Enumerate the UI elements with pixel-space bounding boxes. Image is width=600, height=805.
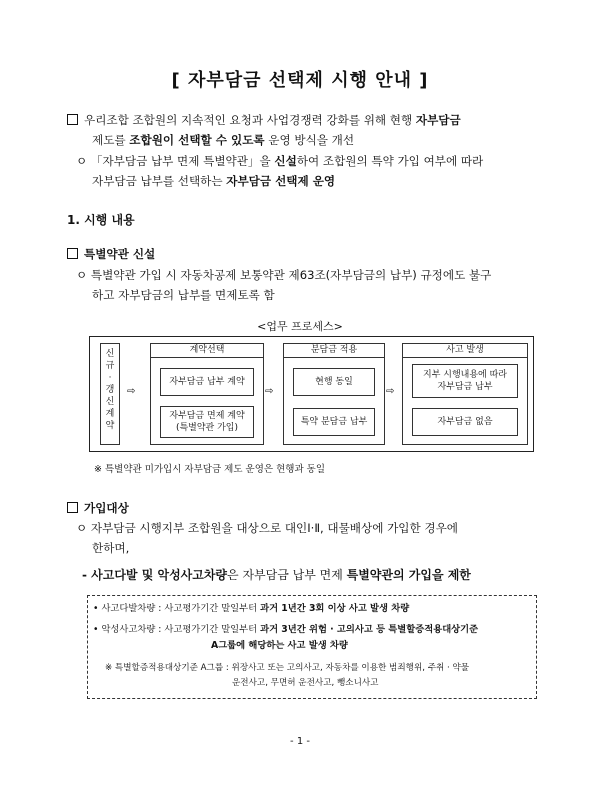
accident-column [402, 343, 528, 445]
page-title: [ 자부담금 선택제 시행 안내 ] [171, 70, 429, 91]
malicious-item: • 악성사고차량 : 사고평가기간 말일부터 과거 3년간 위험 · 고의사고 등 특별할증적용대상기준 [93, 624, 479, 635]
circle-bullet-icon: ㅇ [76, 268, 91, 282]
square-bullet-icon [67, 502, 78, 513]
restriction-line: - 사고다발 및 악성사고차량은 자부담금 납부 면제 특별약관의 가입을 제한 [82, 568, 471, 582]
eligibility-line-1: ㅇ 자부담금 시행지부 조합원을 대상으로 대인Ⅰ·Ⅱ, 대물배상에 가입한 경우에 [76, 521, 458, 535]
no-self-pay-box: 자부담금 없음 [412, 408, 518, 436]
process-diagram [89, 336, 534, 452]
intro-sub-line-2: 자부담금 납부를 선택하는 자부담금 선택제 운영 [92, 174, 336, 188]
arrow-icon: ⇨ [127, 386, 136, 397]
payment-contract-box: 자부담금 납부 계약 [160, 368, 254, 396]
contract-type-char: 계 [105, 409, 115, 419]
circle-bullet-icon: ㅇ [76, 521, 91, 535]
section-heading: 1. 시행 내용 [67, 213, 135, 227]
premium-column [283, 343, 385, 445]
sub-heading: 특별약관 신설 [67, 245, 155, 263]
page-number: - 1 - [290, 736, 310, 747]
group-a-note: ※ 특별할증적용대상기준 A그룹 : 위장사고 또는 고의사고, 자동차를 이용한 범죄행위, 주취 · 약물 [105, 663, 470, 673]
section1-line-2: 하고 자부담금의 납부를 면제토록 함 [92, 288, 275, 302]
process-title: <업무 프로세스> [257, 320, 343, 333]
square-bullet-icon [67, 114, 78, 125]
contract-type-char: 약 [105, 421, 115, 431]
contract-type-box [100, 343, 120, 445]
current-same-box: 현행 동일 [293, 368, 375, 396]
eligibility-heading: 가입대상 [67, 499, 129, 517]
intro-line-2: 제도를 조합원이 선택할 수 있도록 운영 방식을 개선 [92, 133, 355, 147]
accident-header: 사고 발생 [403, 344, 527, 358]
intro-line-1: 우리조합 조합원의 지속적인 요청과 사업경쟁력 강화를 위해 현행 자부담금 [67, 111, 461, 129]
self-pay-box: 지부 시행내용에 따라 자부담금 납부 [412, 364, 518, 398]
restriction-detail-box [87, 595, 537, 699]
accident-prone-item: • 사고다발차량 : 사고평가기간 말일부터 과거 1년간 3회 이상 사고 발생 차량 [93, 603, 410, 614]
arrow-icon: ⇨ [265, 386, 274, 397]
eligibility-line-2: 한하며, [92, 541, 130, 555]
intro-sub-line-1: ㅇ 「자부담금 납부 면제 특별약관」을 신설하여 조합원의 특약 가입 여부에 따라 [76, 154, 484, 168]
group-a-note-line-2: 운전사고, 무면허 운전사고, 뺑소니사고 [232, 678, 379, 688]
malicious-item-line-2: A그룹에 해당하는 사고 발생 차량 [211, 640, 348, 651]
exemption-contract-box: 자부담금 면제 계약 (특별약관 가입) [160, 406, 254, 438]
circle-bullet-icon: ㅇ [76, 154, 91, 168]
square-bullet-icon [67, 248, 78, 259]
contract-type-char: 신 [105, 397, 115, 407]
contract-type-char: 갱 [105, 385, 115, 395]
premium-header: 분담금 적용 [284, 344, 384, 358]
section1-line-1: ㅇ 특별약관 가입 시 자동차공제 보통약관 제63조(자부담금의 납부) 규정에도 불구 [76, 268, 492, 282]
contract-type-char: 규 [105, 361, 115, 371]
contract-type-char: 신 [105, 349, 115, 359]
contract-type-label [101, 344, 119, 432]
special-premium-box: 특약 분담금 납부 [293, 408, 375, 436]
arrow-icon: ⇨ [386, 386, 395, 397]
contract-type-char: · [108, 373, 112, 383]
contract-select-header: 계약선택 [151, 344, 263, 358]
contract-select-column [150, 343, 264, 445]
process-note: ※ 특별약관 미가입시 자부담금 제도 운영은 현행과 동일 [94, 464, 325, 475]
